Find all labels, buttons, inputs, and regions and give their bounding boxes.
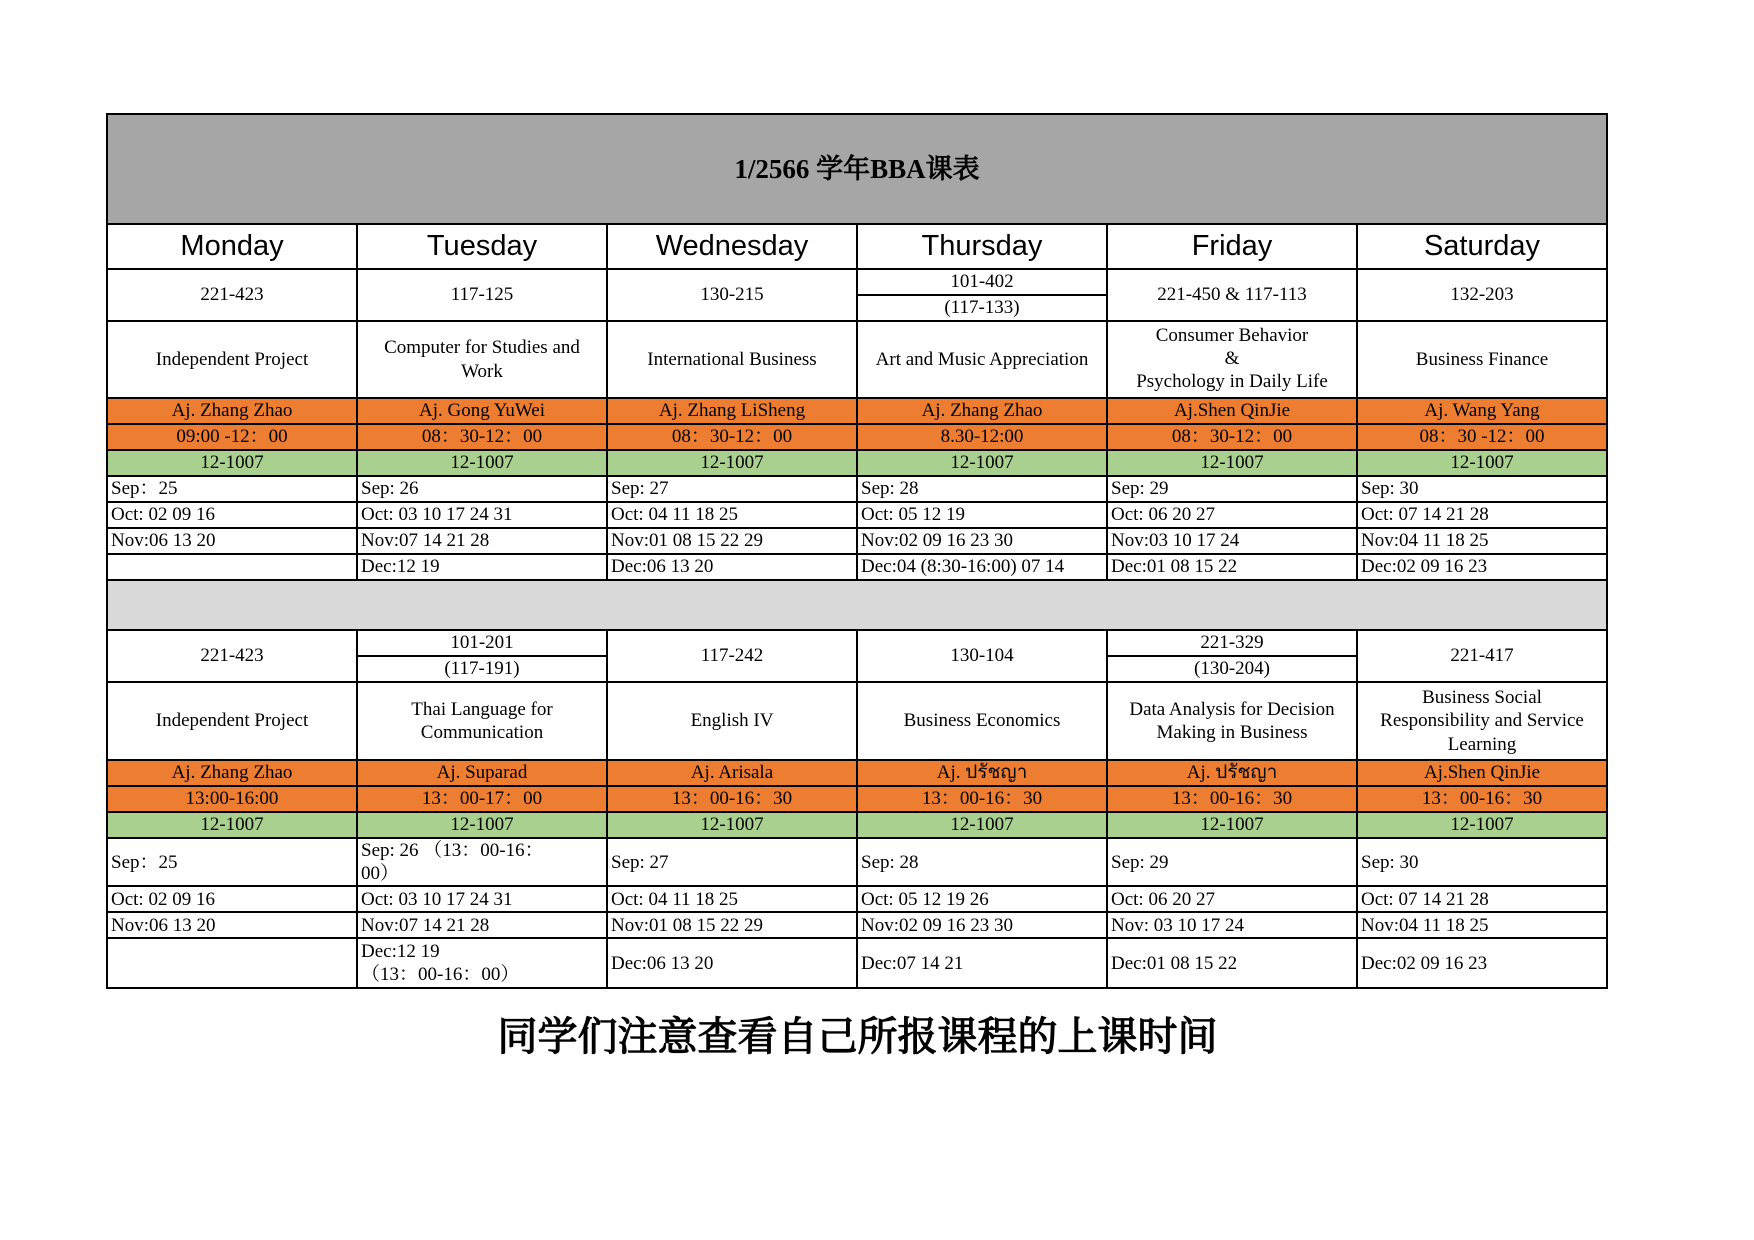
course-name [107,321,357,398]
class-dates-line: 00） [361,863,400,885]
teacher: Aj. Suparad [357,760,607,786]
class-dates-line: Nov:07 14 21 28 [361,914,490,936]
class-dates [107,886,357,912]
class-dates-line: Dec:06 13 20 [611,952,714,974]
room: 12-1007 [1357,812,1607,838]
class-dates [357,912,607,938]
class-dates-line: Dec:12 19 [361,941,440,963]
day-header-wednesday: Wednesday [607,224,857,269]
class-time: 08：30-12：00 [357,424,607,450]
course-code-alt: (117-133) [857,295,1107,321]
class-dates [1357,886,1607,912]
day-header-thursday: Thursday [857,224,1107,269]
course-name-line: Independent Project [155,710,309,732]
class-dates: Nov:01 08 15 22 29 [607,528,857,554]
class-dates-line: Sep: 28 [861,851,919,873]
course-code: 101-201 [357,630,607,656]
day-header-monday: Monday [107,224,357,269]
class-dates-line: Nov:01 08 15 22 29 [611,914,763,936]
class-dates: Oct: 06 20 27 [1107,502,1357,528]
class-dates-line: Oct: 03 10 17 24 31 [361,888,513,910]
class-dates: Nov:02 09 16 23 30 [857,528,1107,554]
course-name-line: Independent Project [155,348,309,370]
teacher: Aj. Gong YuWei [357,398,607,424]
class-dates-line: Nov: 03 10 17 24 [1111,914,1244,936]
class-dates-line: Dec:07 14 21 [861,952,964,974]
course-name-line: English IV [690,710,774,732]
course-name [1357,682,1607,760]
course-name-line: Communication [420,722,544,743]
course-name [857,321,1107,398]
teacher: Aj. Zhang LiSheng [607,398,857,424]
class-dates: Nov:06 13 20 [107,528,357,554]
class-dates [857,912,1107,938]
class-dates [857,838,1107,886]
teacher: Aj.Shen QinJie [1107,398,1357,424]
course-name-line: Computer for Studies and [384,337,580,359]
teacher: Aj. ปรัชญา [857,760,1107,786]
class-dates [607,838,857,886]
class-dates-line: Oct: 04 11 18 25 [611,888,739,910]
class-dates: Sep: 28 [857,476,1107,502]
class-dates [1107,886,1357,912]
class-dates [107,912,357,938]
course-name-line: Consumer Behavior [1155,325,1309,346]
class-dates-line: Nov:04 11 18 25 [1361,914,1489,936]
class-dates: Dec:02 09 16 23 [1357,554,1607,580]
room: 12-1007 [1107,812,1357,838]
teacher: Aj. Zhang Zhao [857,398,1107,424]
section-divider [107,580,1607,630]
room: 12-1007 [107,812,357,838]
class-dates: Dec:01 08 15 22 [1107,554,1357,580]
teacher: Aj. ปรัชญา [1107,760,1357,786]
room: 12-1007 [857,450,1107,476]
class-dates-line: Oct: 05 12 19 26 [861,888,989,910]
class-time: 13:00-16:00 [107,786,357,812]
course-code: 117-125 [357,269,607,321]
class-dates: Sep: 30 [1357,476,1607,502]
class-time: 09:00 -12：00 [107,424,357,450]
room: 12-1007 [1107,450,1357,476]
teacher: Aj. Zhang Zhao [107,398,357,424]
course-name [357,682,607,760]
course-code: 117-242 [607,630,857,682]
class-dates: Dec:12 19 [357,554,607,580]
class-time: 08：30-12：00 [1107,424,1357,450]
class-dates: Sep: 29 [1107,476,1357,502]
course-name-line: Thai Language for [411,698,553,720]
schedule-title: 1/2566 学年BBA课表 [107,114,1607,224]
teacher: Aj. Arisala [607,760,857,786]
class-dates-line: Nov:06 13 20 [111,914,216,936]
class-time: 13：00-16：30 [857,786,1107,812]
course-name-line: Making in Business [1156,722,1308,743]
class-dates-line: Oct: 02 09 16 [111,888,215,910]
class-dates [1107,912,1357,938]
class-time: 8.30-12:00 [857,424,1107,450]
class-dates [107,938,357,988]
class-dates [1107,938,1357,988]
course-name-line: Learning [1447,733,1517,755]
course-name [357,321,607,398]
room: 12-1007 [1357,450,1607,476]
class-dates [857,886,1107,912]
course-name-line: International Business [647,348,817,370]
course-name [607,682,857,760]
class-time: 08：30 -12：00 [1357,424,1607,450]
teacher: Aj. Wang Yang [1357,398,1607,424]
class-dates-line: Sep：25 [111,851,178,873]
day-header-saturday: Saturday [1357,224,1607,269]
class-dates [607,886,857,912]
class-dates [357,938,607,988]
class-dates [1357,838,1607,886]
class-dates: Sep：25 [107,476,357,502]
course-name [1107,321,1357,398]
course-code: 221-450 & 117-113 [1107,269,1357,321]
schedule-table [106,113,1608,989]
course-code: 221-423 [107,630,357,682]
course-name [107,682,357,760]
class-dates: Oct: 03 10 17 24 31 [357,502,607,528]
course-code-alt: (130-204) [1107,656,1357,682]
class-dates-line: Sep: 26 （13：00-16： [361,840,544,861]
course-code: 130-104 [857,630,1107,682]
room: 12-1007 [107,450,357,476]
class-dates: Oct: 02 09 16 [107,502,357,528]
course-name [607,321,857,398]
class-dates-line: Oct: 07 14 21 28 [1361,888,1489,910]
class-dates [107,554,357,580]
class-dates [1107,838,1357,886]
class-dates: Sep: 26 [357,476,607,502]
course-name-line: Business Economics [903,710,1061,732]
class-dates: Sep: 27 [607,476,857,502]
course-name-line: Work [461,360,503,382]
class-dates [1357,938,1607,988]
class-dates: Dec:04 (8:30-16:00) 07 14 [857,554,1107,580]
course-name-line: Data Analysis for Decision [1129,698,1335,720]
room: 12-1007 [607,812,857,838]
notice-text: 同学们注意查看自己所报课程的上课时间 [497,1014,1218,1060]
day-header-tuesday: Tuesday [357,224,607,269]
class-dates-line: （13：00-16：00） [361,964,520,986]
class-dates-line: Dec:02 09 16 23 [1361,952,1488,974]
class-dates-line: Sep: 30 [1361,851,1419,873]
course-name-line: Responsibility and Service [1380,710,1584,732]
course-code: 101-402 [857,269,1107,295]
class-time: 13：00-17：00 [357,786,607,812]
course-name [857,682,1107,760]
class-dates-line: Dec:01 08 15 22 [1111,952,1238,974]
course-name-line: Art and Music Appreciation [875,348,1089,370]
course-name-line: Business Social [1422,687,1542,709]
course-code: 221-417 [1357,630,1607,682]
class-dates [357,838,607,886]
class-time: 08：30-12：00 [607,424,857,450]
class-dates: Oct: 04 11 18 25 [607,502,857,528]
class-dates-line: Nov:02 09 16 23 30 [861,914,1013,936]
class-dates [1357,912,1607,938]
class-dates: Nov:03 10 17 24 [1107,528,1357,554]
class-dates [357,886,607,912]
class-dates-line: Sep: 27 [611,851,669,873]
class-time: 13：00-16：30 [1357,786,1607,812]
room: 12-1007 [357,812,607,838]
class-dates [107,838,357,886]
course-code: 132-203 [1357,269,1607,321]
class-dates: Oct: 05 12 19 [857,502,1107,528]
room: 12-1007 [357,450,607,476]
course-name-line: & [1224,348,1240,370]
course-code: 221-329 [1107,630,1357,656]
class-dates [857,938,1107,988]
class-dates: Dec:06 13 20 [607,554,857,580]
teacher: Aj.Shen QinJie [1357,760,1607,786]
class-dates-line: Sep: 29 [1111,851,1169,873]
class-dates-line: Oct: 06 20 27 [1111,888,1215,910]
class-dates: Nov:04 11 18 25 [1357,528,1607,554]
class-dates: Nov:07 14 21 28 [357,528,607,554]
class-dates [607,938,857,988]
class-dates [607,912,857,938]
room: 12-1007 [607,450,857,476]
course-code: 130-215 [607,269,857,321]
teacher: Aj. Zhang Zhao [107,760,357,786]
day-header-friday: Friday [1107,224,1357,269]
course-code: 221-423 [107,269,357,321]
course-name-line: Business Finance [1415,348,1549,370]
course-name-line: Psychology in Daily Life [1136,371,1328,393]
room: 12-1007 [857,812,1107,838]
course-code-alt: (117-191) [357,656,607,682]
class-dates: Oct: 07 14 21 28 [1357,502,1607,528]
course-name [1357,321,1607,398]
course-name [1107,682,1357,760]
class-time: 13：00-16：30 [607,786,857,812]
class-time: 13：00-16：30 [1107,786,1357,812]
